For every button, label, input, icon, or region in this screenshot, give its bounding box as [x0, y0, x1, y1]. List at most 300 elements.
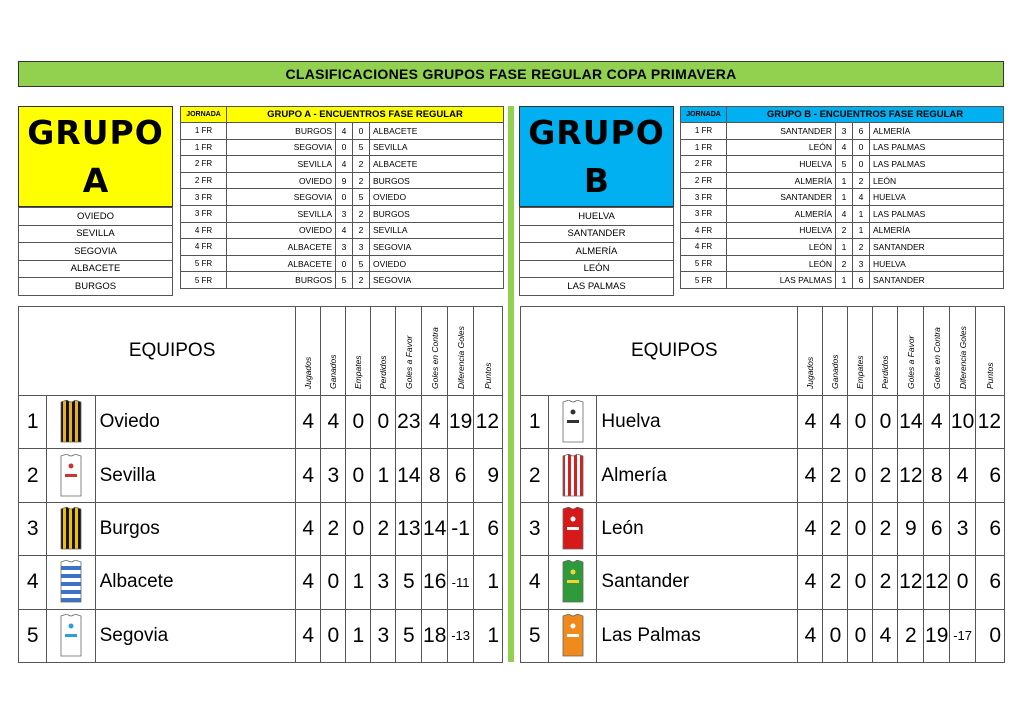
- standings-header-row: [521, 307, 1005, 396]
- match-jornada: 2 FR: [181, 156, 227, 173]
- team-list-row: [19, 208, 173, 226]
- stat-column-header: [873, 307, 898, 396]
- match-row: [181, 222, 504, 239]
- standing-pj: 4: [798, 502, 823, 555]
- standing-team-name: Santander: [597, 556, 798, 609]
- standing-pts: 1: [474, 556, 503, 609]
- match-row: [181, 255, 504, 272]
- match-row: [681, 123, 1004, 140]
- standing-pj: 4: [296, 502, 321, 555]
- group-a-matches-table: [180, 106, 504, 289]
- standing-pg: 2: [823, 449, 848, 502]
- group-a-label-letter: A: [82, 160, 109, 200]
- equipos-header: EQUIPOS: [19, 307, 296, 396]
- match-jornada: 2 FR: [681, 172, 727, 189]
- match-row: [681, 172, 1004, 189]
- standing-team-name: Sevilla: [95, 449, 296, 502]
- standing-pg: 0: [321, 556, 346, 609]
- match-away-team: ALMERÍA: [870, 222, 1004, 239]
- stat-column-header: [474, 307, 503, 396]
- group-divider: [508, 106, 514, 662]
- match-away-score: 0: [853, 156, 870, 173]
- team-shirt-cell: [47, 556, 95, 609]
- match-home-team: ALBACETE: [227, 239, 336, 256]
- team-list-name: ALBACETE: [19, 260, 173, 278]
- stat-column-header: [321, 307, 346, 396]
- standing-gc: 4: [422, 396, 448, 449]
- team-list-row: [19, 278, 173, 296]
- match-home-team: HUELVA: [727, 222, 836, 239]
- standing-pe: 0: [346, 396, 371, 449]
- standing-dg: -13: [448, 609, 474, 662]
- huelva-shirt-icon: [558, 400, 588, 444]
- standing-pp: 0: [371, 396, 396, 449]
- standing-gc: 6: [924, 502, 950, 555]
- match-away-score: 1: [853, 222, 870, 239]
- standings-row: [521, 396, 1005, 449]
- match-home-score: 4: [336, 123, 353, 140]
- standing-pts: 6: [976, 556, 1005, 609]
- match-row: [681, 272, 1004, 289]
- match-home-score: 1: [836, 239, 853, 256]
- match-home-score: 0: [336, 189, 353, 206]
- match-jornada: 5 FR: [681, 272, 727, 289]
- standing-pts: 0: [976, 609, 1005, 662]
- standings-row: [19, 609, 503, 662]
- stat-column-header: [924, 307, 950, 396]
- standing-pj: 4: [798, 449, 823, 502]
- team-shirt-cell: [549, 609, 597, 662]
- standing-gc: 14: [422, 502, 448, 555]
- stat-column-label: Ganados: [830, 354, 841, 389]
- standing-pp: 1: [371, 449, 396, 502]
- group-b-matches-table: [680, 106, 1004, 289]
- standing-pts: 6: [474, 502, 503, 555]
- match-home-team: SEVILLA: [227, 205, 336, 222]
- standing-gf: 12: [898, 449, 924, 502]
- match-away-team: ALBACETE: [370, 156, 504, 173]
- standing-pe: 0: [848, 396, 873, 449]
- standing-pp: 3: [371, 556, 396, 609]
- team-list-row: [520, 278, 674, 296]
- match-jornada: 2 FR: [181, 172, 227, 189]
- standings-row: [521, 609, 1005, 662]
- standing-dg: 6: [448, 449, 474, 502]
- stat-column-header: [976, 307, 1005, 396]
- match-row: [181, 172, 504, 189]
- standing-position: 5: [19, 609, 47, 662]
- matches-title: GRUPO B - ENCUENTROS FASE REGULAR: [727, 107, 1004, 123]
- match-jornada: 3 FR: [181, 189, 227, 206]
- match-home-team: SEVILLA: [227, 156, 336, 173]
- match-home-score: 4: [336, 156, 353, 173]
- team-shirt-cell: [549, 396, 597, 449]
- standing-pe: 1: [346, 609, 371, 662]
- group-a-label: [18, 106, 173, 207]
- standing-team-name: Las Palmas: [597, 609, 798, 662]
- standing-dg: -17: [950, 609, 976, 662]
- stat-column-label: Perdidos: [880, 355, 891, 389]
- stat-column-header: [346, 307, 371, 396]
- standings-header-row: [19, 307, 503, 396]
- match-away-team: BURGOS: [370, 172, 504, 189]
- standing-pj: 4: [296, 449, 321, 502]
- match-jornada: 3 FR: [681, 189, 727, 206]
- team-shirt-cell: [47, 609, 95, 662]
- stat-column-header: [396, 307, 422, 396]
- team-shirt-cell: [549, 556, 597, 609]
- standing-position: 3: [19, 502, 47, 555]
- match-away-score: 1: [853, 205, 870, 222]
- standing-gf: 14: [396, 449, 422, 502]
- standings-row: [19, 449, 503, 502]
- standing-team-name: Almería: [597, 449, 798, 502]
- equipos-header: EQUIPOS: [521, 307, 798, 396]
- standings-row: [19, 556, 503, 609]
- match-jornada: 1 FR: [681, 139, 727, 156]
- team-list-row: [19, 225, 173, 243]
- stat-column-label: Diferencia Goles: [455, 326, 466, 389]
- standing-dg: 19: [448, 396, 474, 449]
- standing-pp: 3: [371, 609, 396, 662]
- match-jornada: 4 FR: [681, 222, 727, 239]
- match-home-score: 3: [336, 205, 353, 222]
- stat-column-header: [371, 307, 396, 396]
- team-list-row: [520, 260, 674, 278]
- match-away-score: 5: [353, 189, 370, 206]
- match-home-score: 5: [336, 272, 353, 289]
- group-a-label-word: GRUPO: [27, 112, 164, 152]
- stat-column-label: Puntos: [985, 362, 996, 389]
- standing-pe: 0: [848, 449, 873, 502]
- standing-team-name: Burgos: [95, 502, 296, 555]
- match-jornada: 3 FR: [181, 205, 227, 222]
- match-away-score: 2: [353, 156, 370, 173]
- team-list-name: ALMERÍA: [520, 243, 674, 261]
- match-away-score: 0: [353, 123, 370, 140]
- match-away-score: 2: [853, 172, 870, 189]
- stat-column-label: Goles a Favor: [403, 335, 414, 389]
- match-away-score: 3: [853, 255, 870, 272]
- stat-column-label: Goles en Contra: [931, 327, 942, 389]
- match-home-team: LEÓN: [727, 239, 836, 256]
- standing-position: 2: [19, 449, 47, 502]
- matches-header-row: [681, 107, 1004, 123]
- standing-pe: 0: [848, 502, 873, 555]
- match-row: [181, 239, 504, 256]
- standing-position: 1: [521, 396, 549, 449]
- stat-column-header: [848, 307, 873, 396]
- match-row: [181, 123, 504, 140]
- team-list-row: [19, 243, 173, 261]
- match-home-score: 9: [336, 172, 353, 189]
- match-row: [681, 156, 1004, 173]
- match-row: [681, 255, 1004, 272]
- match-away-team: ALMERÍA: [870, 123, 1004, 140]
- standing-position: 4: [19, 556, 47, 609]
- standing-position: 5: [521, 609, 549, 662]
- standing-pts: 12: [474, 396, 503, 449]
- match-away-team: OVIEDO: [370, 255, 504, 272]
- stat-column-label: Puntos: [483, 362, 494, 389]
- match-away-score: 3: [353, 239, 370, 256]
- group-b-label: [519, 106, 674, 207]
- match-jornada: 4 FR: [181, 222, 227, 239]
- match-jornada: 4 FR: [181, 239, 227, 256]
- match-home-team: SANTANDER: [727, 189, 836, 206]
- matches-title: GRUPO A - ENCUENTROS FASE REGULAR: [227, 107, 504, 123]
- standing-gc: 4: [924, 396, 950, 449]
- stat-column-label: Goles a Favor: [905, 335, 916, 389]
- standing-gc: 8: [422, 449, 448, 502]
- standing-team-name: Huelva: [597, 396, 798, 449]
- match-away-team: OVIEDO: [370, 189, 504, 206]
- matches-header-row: [181, 107, 504, 123]
- standing-pts: 9: [474, 449, 503, 502]
- match-away-score: 2: [853, 239, 870, 256]
- albacete-shirt-icon: [56, 560, 86, 604]
- standing-pe: 0: [346, 449, 371, 502]
- stat-column-header: [422, 307, 448, 396]
- standing-gf: 2: [898, 609, 924, 662]
- match-row: [681, 205, 1004, 222]
- santander-shirt-icon: [558, 560, 588, 604]
- match-home-team: ALMERÍA: [727, 205, 836, 222]
- match-away-score: 0: [853, 139, 870, 156]
- match-away-team: LEÓN: [870, 172, 1004, 189]
- standing-pp: 0: [873, 396, 898, 449]
- match-away-team: SEVILLA: [370, 222, 504, 239]
- standing-pg: 4: [823, 396, 848, 449]
- match-home-score: 5: [836, 156, 853, 173]
- standing-pg: 2: [321, 502, 346, 555]
- standings-row: [521, 556, 1005, 609]
- match-row: [681, 222, 1004, 239]
- match-home-score: 1: [836, 172, 853, 189]
- standing-team-name: León: [597, 502, 798, 555]
- burgos-shirt-icon: [56, 507, 86, 551]
- jornada-header: JORNADA: [181, 107, 227, 123]
- match-home-score: 4: [336, 222, 353, 239]
- group-b-standings-table: [520, 306, 1005, 663]
- standing-gc: 8: [924, 449, 950, 502]
- stat-column-label: Jugados: [805, 356, 816, 389]
- standings-row: [521, 502, 1005, 555]
- match-away-score: 2: [353, 205, 370, 222]
- match-away-score: 5: [353, 139, 370, 156]
- standing-pj: 4: [798, 556, 823, 609]
- team-list-name: SEGOVIA: [19, 243, 173, 261]
- standing-pj: 4: [798, 396, 823, 449]
- standing-gf: 5: [396, 556, 422, 609]
- standing-team-name: Albacete: [95, 556, 296, 609]
- standing-pts: 6: [976, 449, 1005, 502]
- team-list-name: LEÓN: [520, 260, 674, 278]
- standing-pg: 0: [321, 609, 346, 662]
- standing-gc: 18: [422, 609, 448, 662]
- standing-dg: 3: [950, 502, 976, 555]
- match-row: [181, 139, 504, 156]
- standing-dg: 10: [950, 396, 976, 449]
- jornada-header: JORNADA: [681, 107, 727, 123]
- stat-column-header: [798, 307, 823, 396]
- match-away-team: SEGOVIA: [370, 239, 504, 256]
- standing-pj: 4: [798, 609, 823, 662]
- match-home-score: 0: [336, 139, 353, 156]
- match-jornada: 4 FR: [681, 239, 727, 256]
- standing-pts: 1: [474, 609, 503, 662]
- standing-pj: 4: [296, 609, 321, 662]
- match-away-team: SEVILLA: [370, 139, 504, 156]
- standing-pe: 0: [848, 609, 873, 662]
- match-row: [181, 189, 504, 206]
- standings-row: [521, 449, 1005, 502]
- match-home-team: BURGOS: [227, 272, 336, 289]
- match-away-score: 2: [353, 222, 370, 239]
- match-jornada: 2 FR: [681, 156, 727, 173]
- team-list-name: OVIEDO: [19, 208, 173, 226]
- standing-pe: 0: [346, 502, 371, 555]
- standing-pp: 2: [873, 502, 898, 555]
- match-away-score: 2: [353, 172, 370, 189]
- match-home-score: 1: [836, 189, 853, 206]
- segovia-shirt-icon: [56, 614, 86, 658]
- standing-pg: 0: [823, 609, 848, 662]
- match-away-score: 2: [353, 272, 370, 289]
- match-jornada: 3 FR: [681, 205, 727, 222]
- standings-row: [19, 502, 503, 555]
- stat-column-header: [898, 307, 924, 396]
- team-shirt-cell: [47, 396, 95, 449]
- team-shirt-cell: [549, 449, 597, 502]
- standing-pp: 2: [371, 502, 396, 555]
- match-jornada: 5 FR: [681, 255, 727, 272]
- standing-gc: 16: [422, 556, 448, 609]
- match-home-team: OVIEDO: [227, 222, 336, 239]
- standing-gf: 5: [396, 609, 422, 662]
- stat-column-label: Goles en Contra: [429, 327, 440, 389]
- match-away-team: BURGOS: [370, 205, 504, 222]
- page-title: CLASIFICACIONES GRUPOS FASE REGULAR COPA PRIMAVERA: [18, 61, 1004, 87]
- team-list-name: SEVILLA: [19, 225, 173, 243]
- match-away-team: ALBACETE: [370, 123, 504, 140]
- standing-dg: 0: [950, 556, 976, 609]
- match-home-team: SEGOVIA: [227, 139, 336, 156]
- match-away-team: SANTANDER: [870, 239, 1004, 256]
- match-home-score: 4: [836, 139, 853, 156]
- match-home-score: 4: [836, 205, 853, 222]
- standing-pp: 2: [873, 449, 898, 502]
- match-jornada: 5 FR: [181, 255, 227, 272]
- match-away-score: 4: [853, 189, 870, 206]
- stat-column-label: Perdidos: [378, 355, 389, 389]
- match-home-team: LEÓN: [727, 255, 836, 272]
- standing-position: 2: [521, 449, 549, 502]
- team-list-row: [520, 225, 674, 243]
- match-jornada: 1 FR: [181, 123, 227, 140]
- stat-column-label: Ganados: [328, 354, 339, 389]
- match-home-score: 2: [836, 222, 853, 239]
- group-a-standings-table: [18, 306, 503, 663]
- match-away-team: LAS PALMAS: [870, 205, 1004, 222]
- stat-column-header: [296, 307, 321, 396]
- team-list-name: BURGOS: [19, 278, 173, 296]
- match-home-team: SEGOVIA: [227, 189, 336, 206]
- standing-gc: 12: [924, 556, 950, 609]
- standing-pg: 3: [321, 449, 346, 502]
- team-list-row: [19, 260, 173, 278]
- team-shirt-cell: [47, 449, 95, 502]
- group-b-label-word: GRUPO: [528, 112, 665, 152]
- standing-gf: 12: [898, 556, 924, 609]
- standing-dg: 4: [950, 449, 976, 502]
- standing-dg: -11: [448, 556, 474, 609]
- match-away-team: LAS PALMAS: [870, 139, 1004, 156]
- oviedo-shirt-icon: [56, 400, 86, 444]
- standing-gf: 14: [898, 396, 924, 449]
- team-list-row: [520, 208, 674, 226]
- las-palmas-shirt-icon: [558, 614, 588, 658]
- standing-position: 1: [19, 396, 47, 449]
- match-row: [181, 205, 504, 222]
- standing-team-name: Segovia: [95, 609, 296, 662]
- standing-gf: 13: [396, 502, 422, 555]
- match-home-team: OVIEDO: [227, 172, 336, 189]
- stat-column-header: [823, 307, 848, 396]
- standing-pg: 2: [823, 502, 848, 555]
- group-b-label-letter: B: [583, 160, 610, 200]
- match-row: [681, 239, 1004, 256]
- standing-pg: 2: [823, 556, 848, 609]
- match-jornada: 1 FR: [681, 123, 727, 140]
- standing-pg: 4: [321, 396, 346, 449]
- match-row: [181, 156, 504, 173]
- match-away-score: 5: [353, 255, 370, 272]
- standing-pts: 12: [976, 396, 1005, 449]
- match-row: [681, 139, 1004, 156]
- stat-column-label: Empates: [353, 355, 364, 389]
- standing-gf: 9: [898, 502, 924, 555]
- match-away-team: HUELVA: [870, 189, 1004, 206]
- team-list-name: SANTANDER: [520, 225, 674, 243]
- group-b-team-list: [519, 207, 674, 296]
- match-home-score: 0: [336, 255, 353, 272]
- stat-column-header: [950, 307, 976, 396]
- standing-pj: 4: [296, 556, 321, 609]
- leon-shirt-icon: [558, 507, 588, 551]
- match-home-team: LAS PALMAS: [727, 272, 836, 289]
- sevilla-shirt-icon: [56, 454, 86, 498]
- standing-pe: 0: [848, 556, 873, 609]
- standing-dg: -1: [448, 502, 474, 555]
- standings-row: [19, 396, 503, 449]
- standing-position: 4: [521, 556, 549, 609]
- match-jornada: 1 FR: [181, 139, 227, 156]
- stat-column-header: [448, 307, 474, 396]
- match-jornada: 5 FR: [181, 272, 227, 289]
- match-home-team: SANTANDER: [727, 123, 836, 140]
- team-shirt-cell: [549, 502, 597, 555]
- match-home-team: LEÓN: [727, 139, 836, 156]
- match-home-score: 3: [336, 239, 353, 256]
- match-row: [181, 272, 504, 289]
- match-away-score: 6: [853, 123, 870, 140]
- standing-team-name: Oviedo: [95, 396, 296, 449]
- match-home-team: BURGOS: [227, 123, 336, 140]
- standing-pp: 4: [873, 609, 898, 662]
- group-a-team-list: [18, 207, 173, 296]
- standing-pts: 6: [976, 502, 1005, 555]
